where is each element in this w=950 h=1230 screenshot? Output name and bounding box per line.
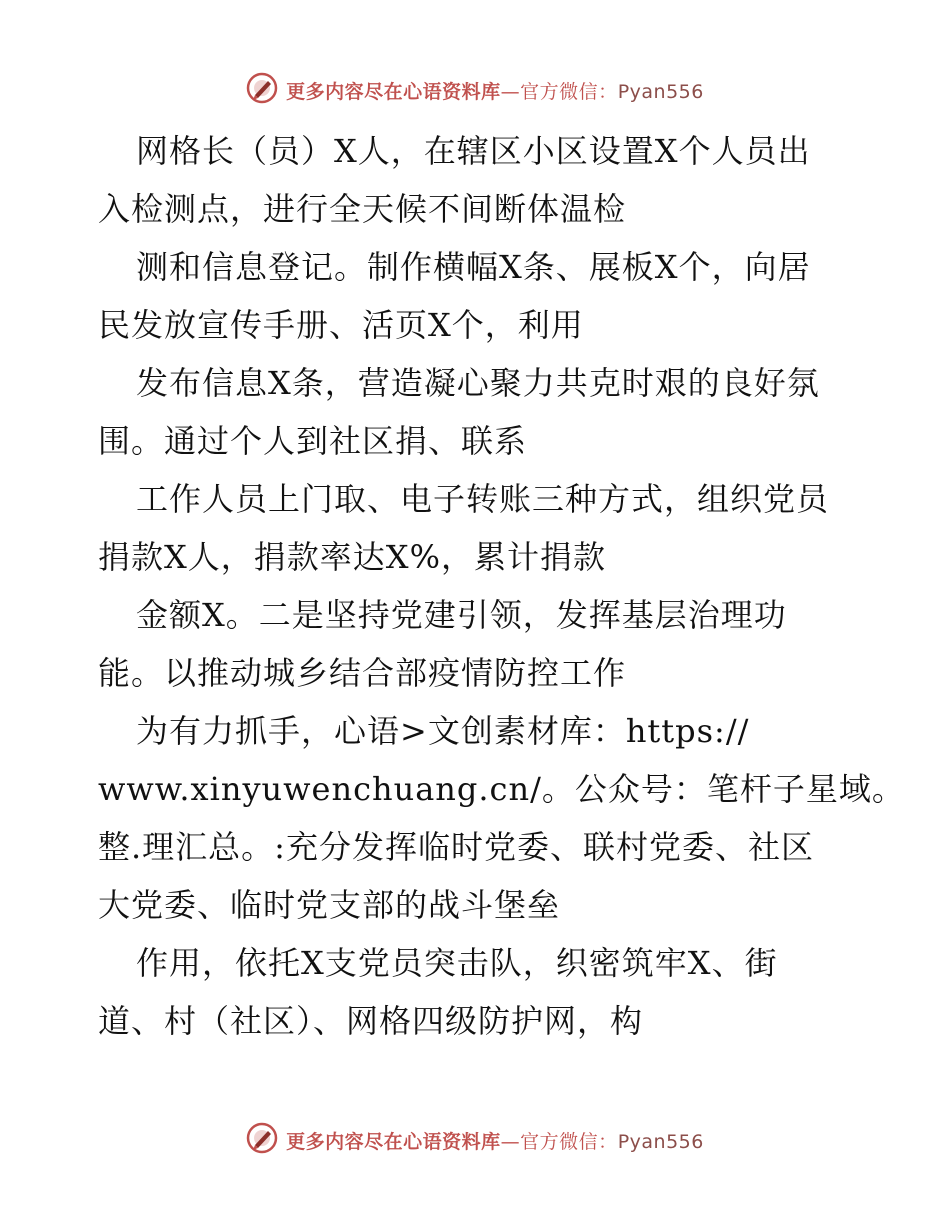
- body-line: 大党委、临时党支部的战斗堡垒: [98, 886, 561, 924]
- body-line: 民发放宣传手册、活页X个，利用: [98, 306, 584, 344]
- footer-banner: [0, 1120, 950, 1160]
- body-line: 道、村（社区）、网格四级防护网，构: [98, 1002, 644, 1040]
- header-banner-main: 更多内容尽在心语资料库: [286, 80, 501, 103]
- body-line: www.xinyuwenchuang.cn/。公众号：笔杆子星域。: [98, 770, 905, 808]
- body-line: 网格长（员）X人，在辖区小区设置X个人员出: [136, 132, 811, 170]
- footer-banner-main: 更多内容尽在心语资料库: [286, 1130, 501, 1153]
- body-line: 测和信息登记。制作横幅X条、展板X个，向居: [136, 248, 811, 286]
- body-line: 入检测点，进行全天候不间断体温检: [98, 190, 627, 228]
- logo-icon: [246, 72, 278, 108]
- body-line: 为有力抓手，心语>文创素材库：https://: [136, 712, 750, 750]
- logo-icon: [246, 1122, 278, 1158]
- body-line: 捐款X人，捐款率达X%，累计捐款: [98, 538, 606, 576]
- body-line: 能。以推动城乡结合部疫情防控工作: [98, 654, 627, 692]
- footer-banner-wechat: Pyan556: [617, 1130, 704, 1153]
- body-line: 作用，依托X支党员突击队，织密筑牢X、街: [136, 944, 778, 982]
- body-line: 工作人员上门取、电子转账三种方式，组织党员: [136, 480, 830, 518]
- body-line: 整.理汇总。:充分发挥临时党委、联村党委、社区: [98, 828, 814, 866]
- footer-banner-text: [286, 1127, 704, 1154]
- body-line: 围。通过个人到社区捐、联系: [98, 422, 528, 460]
- header-banner-sub: —官方微信：: [500, 80, 618, 103]
- document-body: [98, 122, 905, 1050]
- footer-banner-sub: —官方微信：: [500, 1130, 618, 1153]
- header-banner-wechat: Pyan556: [617, 80, 704, 103]
- header-banner: [0, 70, 950, 110]
- header-banner-text: [286, 77, 704, 104]
- body-line: 金额X。二是坚持党建引领，发挥基层治理功: [136, 596, 787, 634]
- body-line: 发布信息X条，营造凝心聚力共克时艰的良好氛: [136, 364, 820, 402]
